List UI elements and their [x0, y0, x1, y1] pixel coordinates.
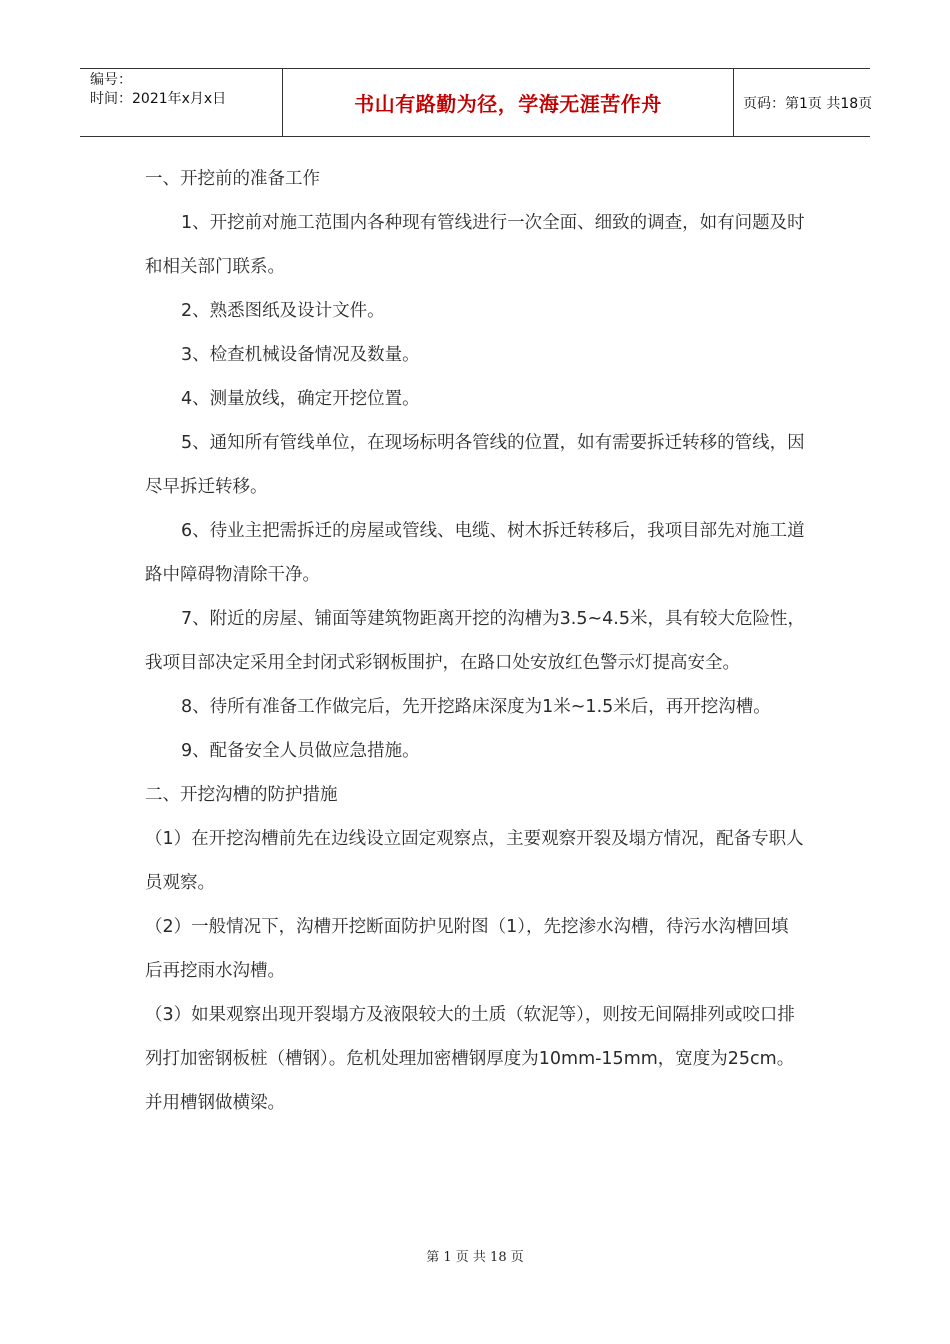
header-meta: [80, 69, 282, 136]
page-footer: 第 1 页 共 18 页: [426, 1250, 524, 1265]
paragraph: （3）如果观察出现开裂塌方及液限较大的土质（软泥等），则按无间隔排列或咬口排列打加密钢板桩（槽钢）。危机处理加密槽钢厚度为10mm-15mm，宽度为25cm。并用槽钢做横梁。: [145, 1005, 795, 1113]
paragraph: 3、检查机械设备情况及数量。: [181, 345, 420, 365]
document-date-label: 时间：2021年x月x日: [90, 91, 227, 107]
paragraph: 8、待所有准备工作做完后，先开挖路床深度为1米~1.5米后，再开挖沟槽。: [181, 697, 771, 717]
paragraph: 1、开挖前对施工范围内各种现有管线进行一次全面、细致的调查，如有问题及时和相关部门联系。: [145, 213, 805, 277]
paragraph: （2）一般情况下，沟槽开挖断面防护见附图（1），先挖渗水沟槽，待污水沟槽回填后再挖雨水沟槽。: [145, 917, 789, 981]
paragraph: 2、熟悉图纸及设计文件。: [181, 301, 385, 321]
section-heading: 二、开挖沟槽的防护措施: [145, 785, 338, 805]
paragraph: 4、测量放线，确定开挖位置。: [181, 389, 420, 409]
paragraph: 5、通知所有管线单位，在现场标明各管线的位置，如有需要拆迁转移的管线，因尽早拆迁转移。: [145, 433, 805, 497]
paragraph: 7、附近的房屋、铺面等建筑物距离开挖的沟槽为3.5~4.5米，具有较大危险性，我项目部决定采用全封闭式彩钢板围护，在路口处安放红色警示灯提高安全。: [145, 609, 805, 673]
paragraph: 6、待业主把需拆迁的房屋或管线、电缆、树木拆迁转移后，我项目部先对施工道路中障碍物清除干净。: [145, 521, 805, 585]
document-body: [145, 157, 805, 1125]
header-page-info: 页码：第1页 共18页: [743, 95, 873, 112]
paragraph: 9、配备安全人员做应急措施。: [181, 741, 420, 761]
page-header: [80, 68, 873, 137]
document-number-label: 编号：: [90, 72, 132, 88]
paragraph: （1）在开挖沟槽前先在边线设立固定观察点，主要观察开裂及塌方情况，配备专职人员观察。: [145, 829, 804, 893]
section-heading: 一、开挖前的准备工作: [145, 169, 320, 189]
header-motto: 书山有路勤为径，学海无涯苦作舟: [282, 69, 734, 136]
